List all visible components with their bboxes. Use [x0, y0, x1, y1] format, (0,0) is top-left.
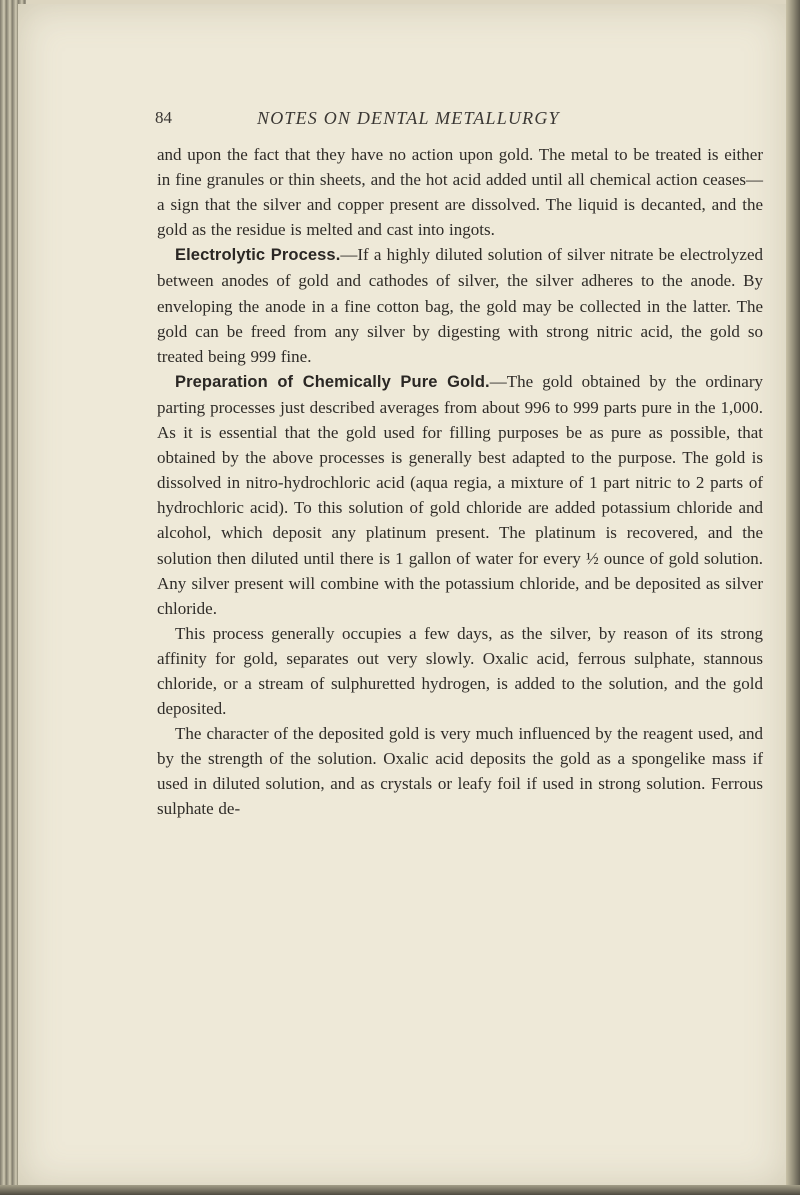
page-header: [0, 108, 800, 132]
paragraph-process-duration: [157, 621, 763, 721]
paragraph-text: The character of the deposited gold is very much influenced by the reagent used, and by the strength of the solution. Oxalic acid deposits the gold as a spongelike mass if used in diluted solution, and as crystals or leafy foil if used in strong solution. Ferrous sulphate de-: [157, 724, 763, 819]
paragraph-text: and upon the fact that they have no action upon gold. The metal to be treated is either in fine granules or thin sheets, and the hot acid added until all chemical action ceases—a sign that the silver and copper present are dissolved. The liquid is decanted, and the gold as the residue is melted and cast into ingots.: [157, 145, 763, 240]
page-edge-bottom: [0, 1185, 800, 1195]
paragraph-preparation-pure-gold: [157, 369, 763, 621]
run-in-heading-electrolytic: Electrolytic Process.: [175, 246, 341, 265]
paragraph-text: This process generally occupies a few days, as the silver, by reason of its strong affinity for gold, separates out very slowly. Oxalic acid, ferrous sulphate, stannous chloride, or a stream of sulphuretted hydrogen, is added to the solution, and the gold deposited.: [157, 623, 763, 719]
paragraph-text: —The gold obtained by the ordinary parting processes just described averages from about 996 to 999 parts pure in the 1,000. As it is essential that the gold used for filling purposes be as pure as possible, that obtained by the above processes is generally best adapted to the purpose. The gold is dissolved in nitro-hydrochloric acid (aqua regia, a mixture of 1 part nitric to 2 parts of hydrochloric acid). To this solution of gold chloride are added potassium chloride and alcohol, which deposit any platinum present. The platinum is recovered, and the solution then diluted until there is 1 gallon of water for every ½ ounce of gold solution. Any silver present will combine with the potassium chloride, and be deposited as silver chloride.: [157, 371, 763, 618]
paragraph-deposited-gold: [157, 721, 763, 821]
run-in-heading-preparation: Preparation of Chemically Pure Gold.: [175, 372, 490, 391]
paragraph-text: —If a highly diluted solution of silver nitrate be electrolyzed between anodes of gold and cathodes of silver, the silver adheres to the anode. By enveloping the anode in a fine cotton bag, the gold may be collected in the latter. The gold can be freed from any silver by digesting with strong nitric acid, the gold so treated being 999 fine.: [157, 245, 763, 366]
paragraph-continuation: [157, 142, 763, 242]
running-title: NOTES ON DENTAL METALLURGY: [257, 108, 560, 128]
paragraph-electrolytic-process: [157, 242, 763, 368]
body-text: [157, 142, 763, 822]
page-edge-right: [786, 0, 800, 1195]
page-number: 84: [155, 108, 172, 127]
